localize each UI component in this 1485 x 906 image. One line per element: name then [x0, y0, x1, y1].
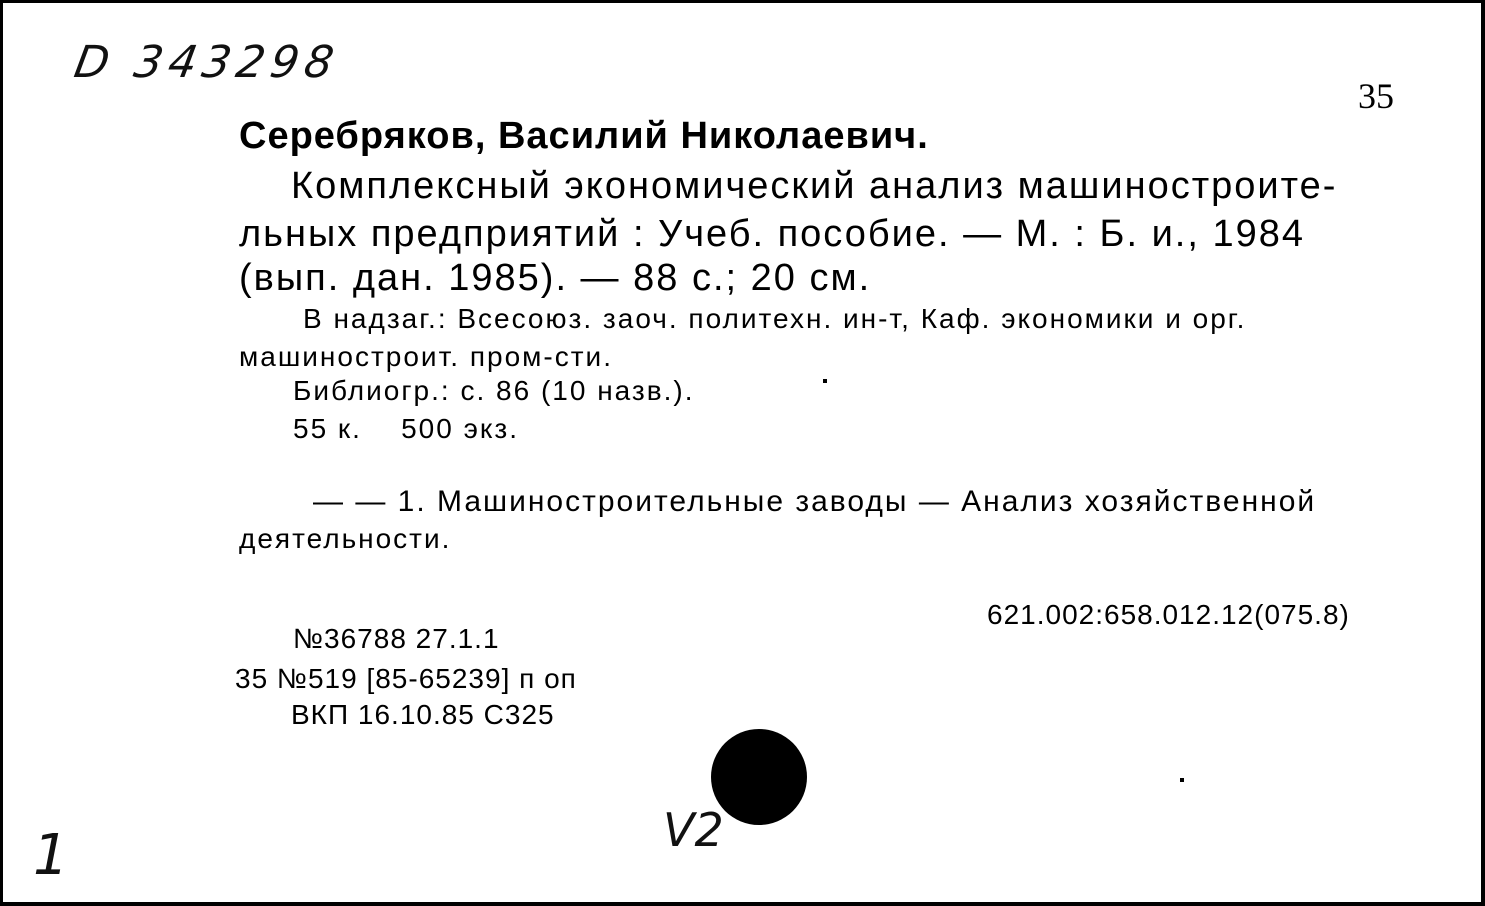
bibliography-note: Библиогр.: с. 86 (10 назв.). [293, 375, 695, 406]
price-and-print-run: 55 к. 500 экз. [293, 413, 520, 444]
punch-hole-dot [711, 729, 807, 825]
ink-speck [823, 379, 827, 383]
title-line-2: льных предприятий : Учеб. пособие. — М. : Б. и., 1984 [239, 213, 1306, 255]
registration-line-1: №36788 27.1.1 [293, 623, 500, 654]
udc-classification: 621.002:658.012.12(075.8) [987, 599, 1350, 630]
note-line-1: В надзаг.: Всесоюз. заоч. политехн. ин-т, Каф. экономики и орг. [303, 303, 1247, 334]
title-line-3: (вып. дан. 1985). — 88 с.; 20 см. [239, 257, 872, 299]
title-line-1: Комплексный экономический анализ машиностроите- [291, 165, 1338, 207]
author-heading: Серебряков, Василий Николаевич. [239, 115, 929, 157]
handwritten-mark: V2 [663, 803, 724, 857]
note-line-2: машиностроит. пром-сти. [239, 341, 613, 372]
registration-line-3: ВКП 16.10.85 С325 [291, 699, 555, 730]
handwritten-corner-number: 1 [33, 823, 69, 888]
registration-line-2: 35 №519 [85-65239] п оп [235, 663, 577, 694]
handwritten-card-number: D 343298 [70, 37, 344, 88]
ink-speck [1180, 778, 1184, 782]
subject-heading-line-1: — — 1. Машиностроительные заводы — Анализ хозяйственной [313, 485, 1317, 518]
subject-heading-line-2: деятельности. [239, 523, 452, 554]
page-number: 35 [1358, 76, 1394, 116]
